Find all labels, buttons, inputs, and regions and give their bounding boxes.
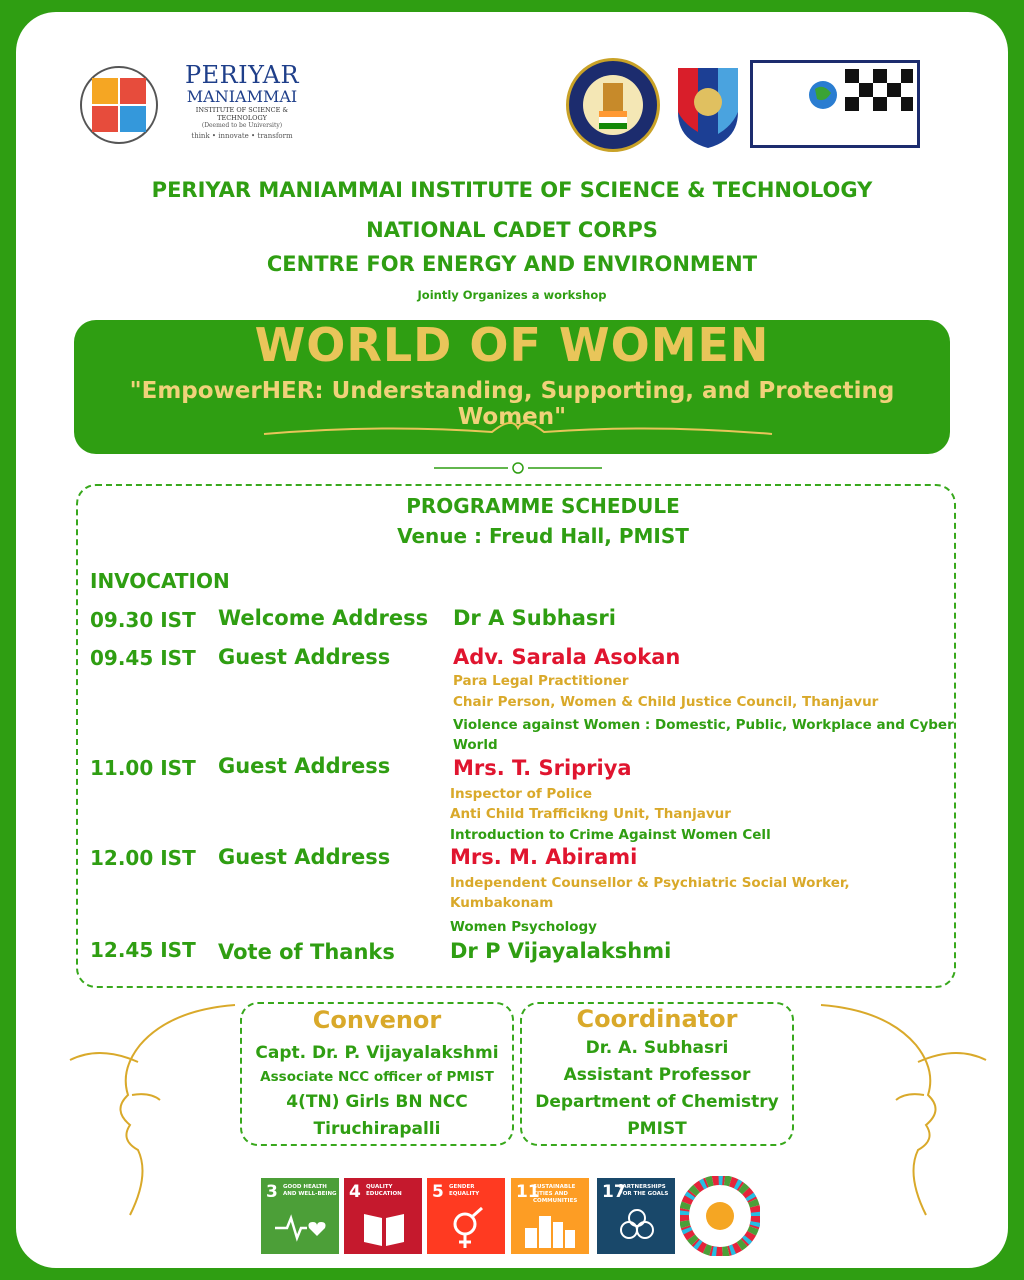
coordinator-name: Dr. A. Subhasri (585, 1038, 729, 1058)
pmist-name-4: (Deemed to be University) (201, 122, 283, 129)
talk-topic-continued: World (453, 737, 498, 753)
schedule-person: Dr P Vijayalakshmi (450, 939, 672, 963)
schedule-event: Welcome Address (218, 606, 429, 630)
schedule-time: 12.00 IST (90, 846, 196, 870)
partnership-flower-icon (617, 1206, 657, 1246)
tn-police-logo (566, 58, 660, 152)
seal-quadrant (92, 106, 118, 132)
pmist-name-3: INSTITUTE OF SCIENCE & TECHNOLOGY (195, 106, 289, 122)
institute-title: PERIYAR MANIAMMAI INSTITUTE OF SCIENCE & TECHNOLOGY (151, 178, 873, 202)
cee-emblem-icon (753, 63, 917, 123)
schedule-person: Mrs. M. Abirami (450, 845, 638, 869)
convenor-title: Convenor (312, 1006, 442, 1034)
convenor-city: Tiruchirapalli (313, 1119, 441, 1139)
event-subtitle: "EmpowerHER: Understanding, Supporting, and Protecting Women" (129, 378, 895, 430)
seal-quadrant (92, 78, 118, 104)
schedule-event: Guest Address (218, 645, 391, 669)
sdg-3-tile (261, 1178, 339, 1254)
pmist-tagline: think • innovate • transform (191, 132, 293, 140)
pmist-name-2: MANIAMMAI (186, 87, 298, 106)
schedule-heading: PROGRAMME SCHEDULE (406, 494, 680, 518)
talk-topic: Violence against Women : Domestic, Public, Workplace and Cyber (453, 717, 954, 733)
organizes-text: Jointly Organizes a workshop (417, 288, 607, 302)
sdg-17-tile (597, 1178, 675, 1254)
schedule-time: 12.45 IST (90, 938, 196, 962)
cee-title: CENTRE FOR ENERGY AND ENVIRONMENT (266, 252, 758, 276)
invocation-label: INVOCATION (90, 569, 230, 593)
sdg-label: SUSTAINABLE CITIES AND COMMUNITIES (533, 1184, 578, 1204)
schedule-time: 11.00 IST (90, 756, 196, 780)
seal-quadrant (120, 106, 146, 132)
schedule-box (76, 484, 956, 988)
ncc-title: NATIONAL CADET CORPS (366, 218, 658, 242)
book-icon (362, 1208, 406, 1248)
convenor-unit: 4(TN) Girls BN NCC (286, 1092, 468, 1112)
schedule-time: 09.30 IST (90, 608, 196, 632)
coordinator-title: Coordinator (576, 1005, 738, 1033)
coordinator-role: Assistant Professor (563, 1065, 751, 1085)
guest-location: Kumbakonam (450, 895, 554, 911)
venue-text: Venue : Freud Hall, PMIST (397, 524, 689, 548)
coordinator-department: Department of Chemistry (535, 1092, 779, 1112)
cee-logo (750, 60, 920, 148)
coordinator-institute: PMIST (627, 1119, 687, 1139)
face-lineart-right-icon (796, 1000, 996, 1220)
guest-organisation: Anti Child Trafficikng Unit, Thanjavur (450, 806, 731, 822)
talk-topic: Women Psychology (450, 919, 597, 935)
schedule-person: Dr A Subhasri (453, 606, 616, 630)
guest-organisation: Chair Person, Women & Child Justice Council, Thanjavur (453, 694, 879, 710)
gender-equality-icon (449, 1206, 485, 1250)
pmist-wordmark (176, 62, 308, 141)
schedule-time: 09.45 IST (90, 646, 196, 670)
sdg-number: 11 (516, 1182, 540, 1202)
sdg-wheel-icon (680, 1176, 760, 1256)
sdg-label: GENDER EQUALITY (449, 1184, 480, 1197)
face-lineart-left-icon (60, 1000, 260, 1220)
schedule-person: Mrs. T. Sripriya (453, 756, 632, 780)
banner-flourish-icon (262, 412, 774, 442)
convenor-role: Associate NCC officer of PMIST (260, 1069, 494, 1085)
ncc-logo (674, 62, 742, 152)
sdg-number: 3 (266, 1182, 278, 1202)
sdg-label: QUALITY EDUCATION (366, 1184, 402, 1197)
tn-police-emblem-icon (569, 61, 657, 149)
pmist-name-1: PERIYAR (184, 61, 300, 89)
sdg-number: 5 (432, 1182, 444, 1202)
sdg-number: 4 (349, 1182, 361, 1202)
seal-quadrant (120, 78, 146, 104)
sdg-number: 17 (602, 1182, 626, 1202)
city-buildings-icon (523, 1208, 577, 1248)
event-title: WORLD OF WOMEN (254, 318, 770, 372)
ncc-shield-icon (674, 62, 742, 152)
sdg-5-tile (427, 1178, 505, 1254)
talk-topic: Introduction to Crime Against Women Cell (450, 827, 771, 843)
sdg-4-tile (344, 1178, 422, 1254)
sdg-label: PARTNERSHIPS FOR THE GOALS (619, 1184, 669, 1197)
heartbeat-icon (273, 1212, 327, 1242)
schedule-event: Guest Address (218, 845, 391, 869)
divider-flourish-icon (432, 458, 604, 478)
guest-designation: Inspector of Police (450, 786, 593, 802)
sdg-11-tile (511, 1178, 589, 1254)
guest-designation: Independent Counsellor & Psychiatric Social Worker, (450, 875, 850, 891)
pmist-seal-logo (80, 66, 158, 144)
schedule-event: Guest Address (218, 754, 391, 778)
convenor-name: Capt. Dr. P. Vijayalakshmi (255, 1043, 499, 1063)
sdg-label: GOOD HEALTH AND WELL-BEING (283, 1184, 337, 1197)
schedule-event: Vote of Thanks (218, 940, 395, 964)
schedule-person: Adv. Sarala Asokan (453, 645, 681, 669)
guest-designation: Para Legal Practitioner (453, 673, 629, 689)
